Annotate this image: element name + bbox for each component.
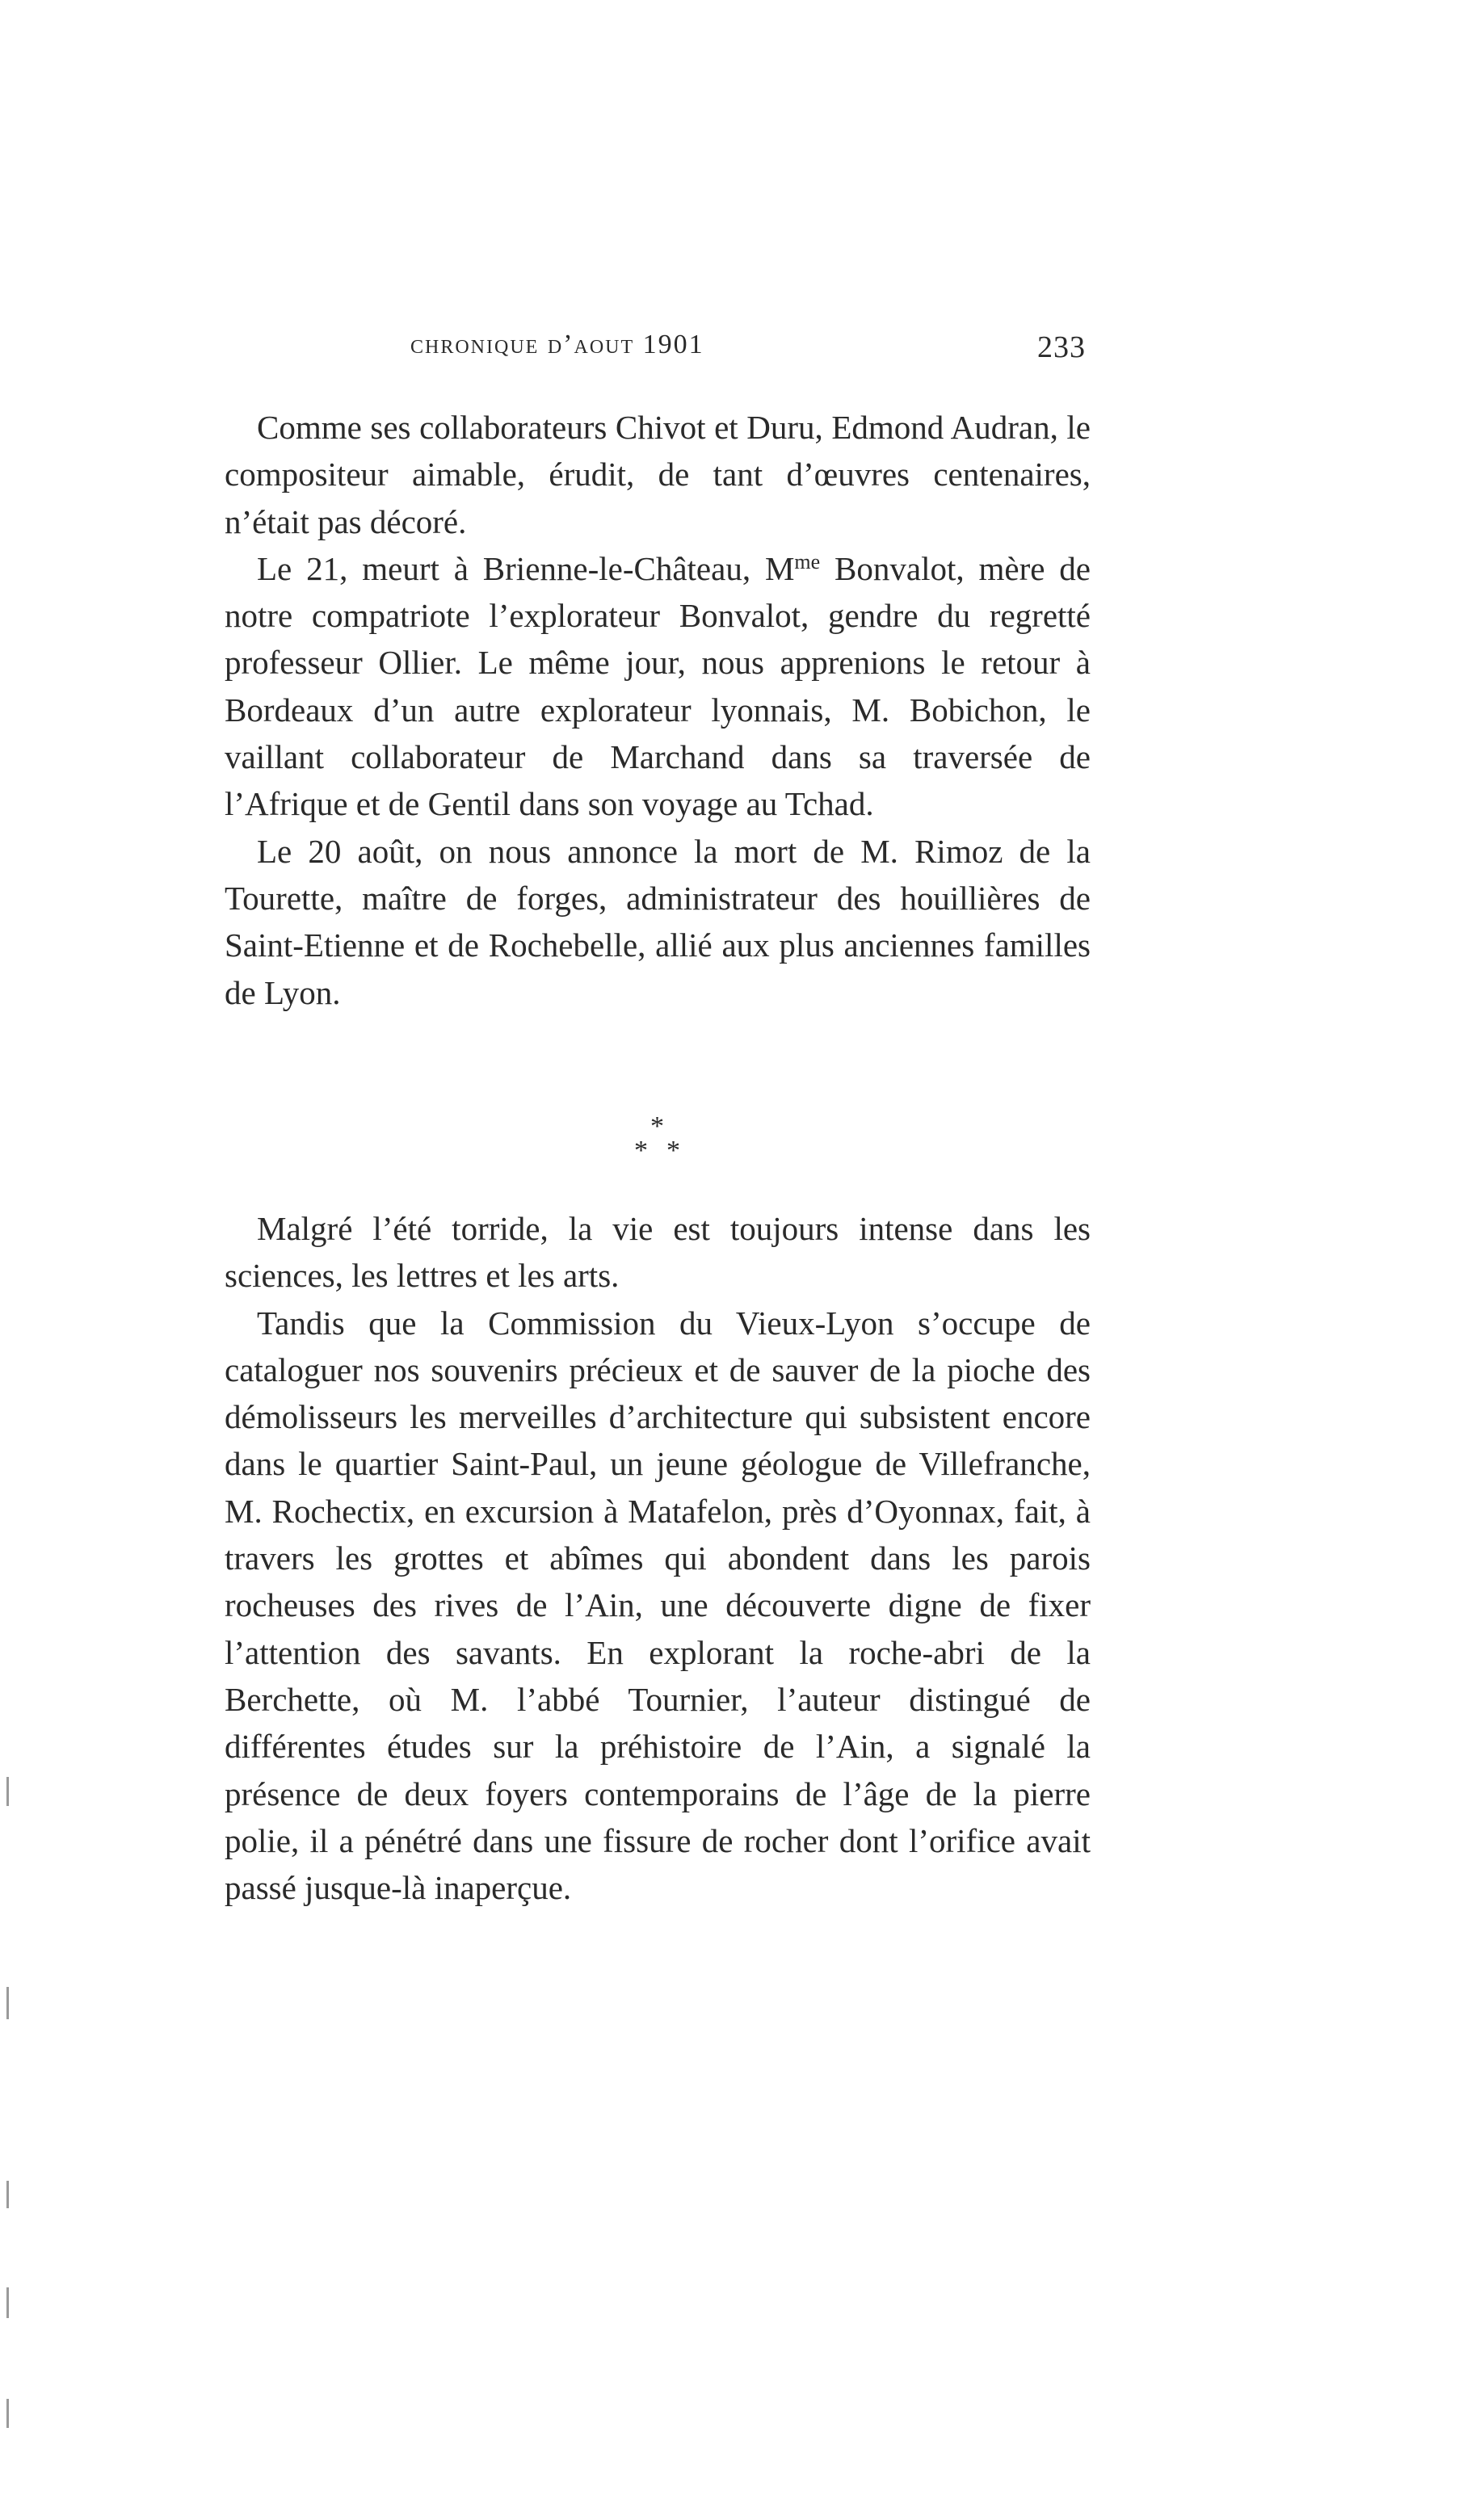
- asterism-star: *: [650, 1111, 664, 1141]
- scan-artifact: [6, 2399, 9, 2428]
- running-title: chronique d’aout 1901: [410, 330, 704, 359]
- paragraph-text: Bonvalot, mère de notre compatriote l’explorateur Bonvalot, gendre du regretté professeur Ollier. Le même jour, nous apprenions le retour à Bordeaux d’un autre explorateur lyonnais, M. Bobichon, le vaillant collaborateur de Marchand dans sa traversée de l’Afrique et de Gentil dans son voyage au Tchad.: [225, 549, 1091, 823]
- paragraph: Comme ses collaborateurs Chivot et Duru, Edmond Audran, le compositeur aimable, érudit, de tant d’œuvres centenaires, n’était pas décoré.: [225, 409, 1091, 540]
- asterism-star: *: [666, 1136, 680, 1166]
- asterism-star: *: [634, 1136, 648, 1166]
- running-head: [410, 330, 1086, 375]
- superscript: me: [794, 549, 821, 573]
- section-break-asterism: [614, 1113, 703, 1170]
- scan-artifact: [6, 1777, 9, 1806]
- text-block-upper: [225, 404, 1091, 1016]
- text-block-lower: [225, 1205, 1091, 1911]
- paragraph: Malgré l’été torride, la vie est toujours intense dans les sciences, les lettres et les arts.: [225, 1210, 1091, 1295]
- paragraph: Tandis que la Commission du Vieux-Lyon s’occupe de cataloguer nos souvenirs précieux et de sauver de la pioche des démolisseurs les merveilles d’architecture qui subsistent encore dans le quartier Saint-Paul, un jeune géologue de Villefranche, M. Rochectix, en excursion à Matafelon, près d’Oyonnax, fait, à travers les grottes et abîmes qui abondent dans les parois rocheuses des rives de l’Ain, une découverte digne de fixer l’attention des savants. En explorant la roche-abri de la Berchette, où M. l’abbé Tournier, l’auteur distingué de différentes études sur la préhistoire de l’Ain, a signalé la présence de deux foyers contemporains de l’âge de la pierre polie, il a pénétré dans une fissure de rocher dont l’orifice avait passé jusque-là inaperçue.: [225, 1304, 1091, 1907]
- page-number: 233: [1037, 330, 1086, 364]
- scan-artifact: [6, 1987, 9, 2019]
- scan-artifact: [6, 2181, 9, 2208]
- paragraph-text: Le 21, meurt à Brienne-le-Château, M: [257, 549, 795, 587]
- scan-artifact: [6, 2287, 9, 2318]
- paragraph: Le 20 août, on nous annonce la mort de M. Rimoz de la Tourette, maître de forges, administrateur des houillières de Saint-Etienne et de Rochebelle, allié aux plus anciennes familles de Lyon.: [225, 832, 1091, 1011]
- paragraph: [225, 545, 1091, 828]
